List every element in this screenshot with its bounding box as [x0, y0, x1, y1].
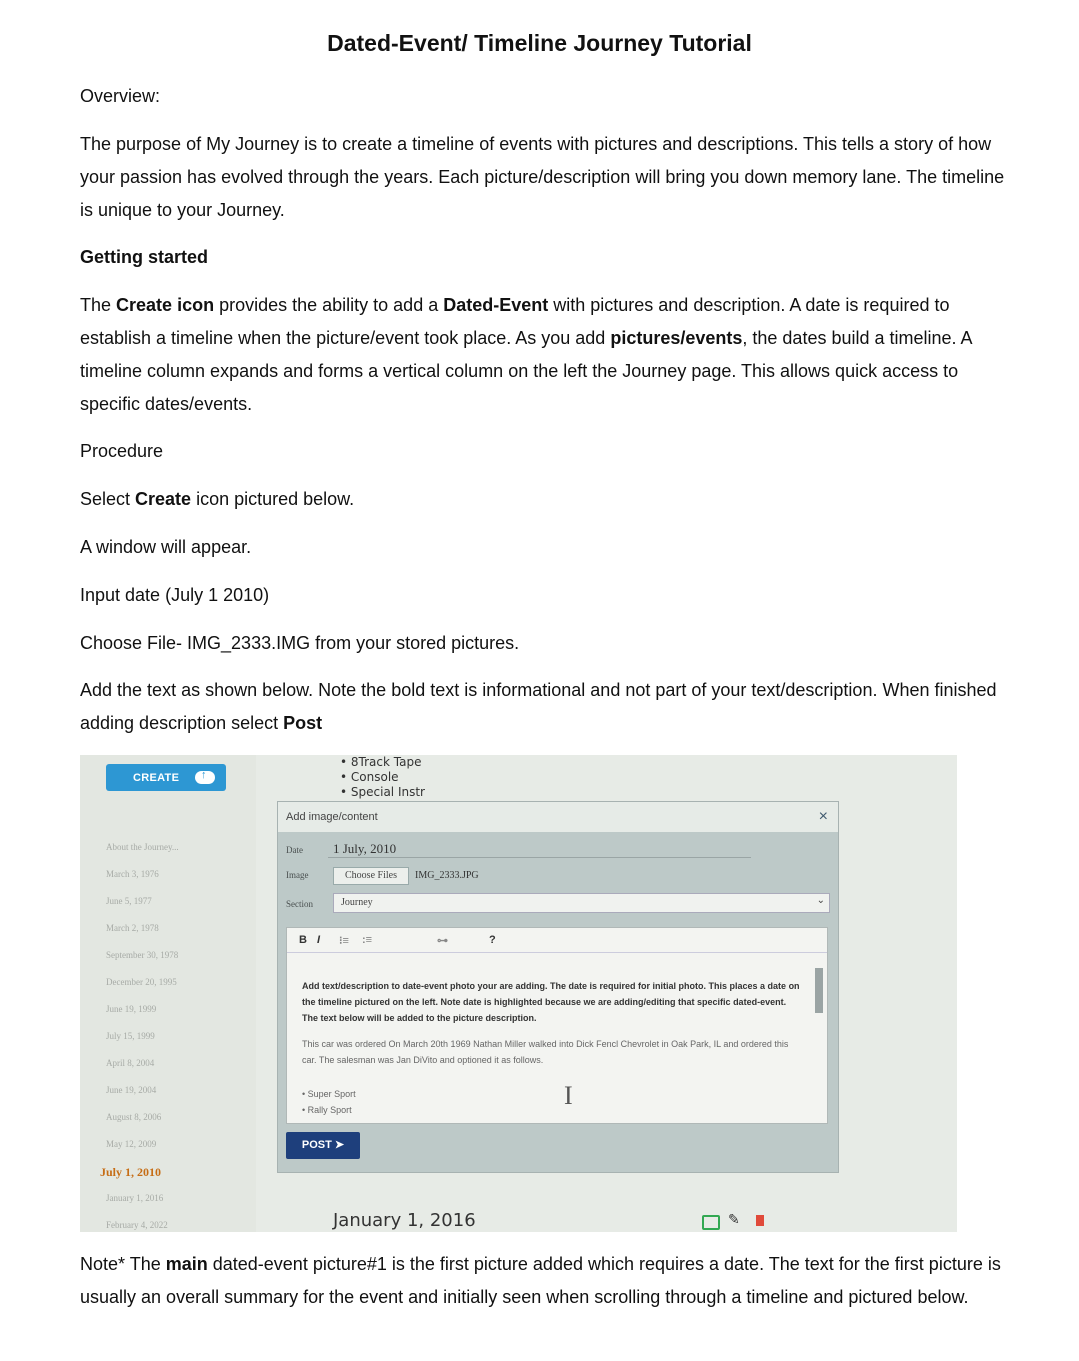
trash-icon[interactable]	[756, 1215, 764, 1226]
timeline-date[interactable]: August 8, 2006	[106, 1112, 162, 1122]
camera-icon[interactable]	[702, 1215, 720, 1230]
timeline-column	[80, 755, 256, 1232]
cloud-upload-icon	[195, 771, 215, 784]
section-label: Section	[286, 899, 313, 909]
timeline-date[interactable]: September 30, 1978	[106, 950, 179, 960]
timeline-date[interactable]: February 4, 2022	[106, 1220, 168, 1230]
modal-header	[278, 802, 838, 832]
choose-files-button[interactable]: Choose Files	[333, 867, 409, 885]
post-button[interactable]: POST ➤	[286, 1132, 360, 1159]
date-label: Date	[286, 845, 303, 855]
page-title: Dated-Event/ Timeline Journey Tutorial	[327, 30, 752, 56]
section-select[interactable]	[333, 893, 830, 913]
window-appear-step: A window will appear.	[80, 537, 252, 557]
modal-title: Add image/content	[286, 811, 378, 823]
editor-description-text: This car was ordered On March 20th 1969 Nathan Miller walked into Dick Fencl Chevrolet in Oak Park, IL and ordered this car. The salesman was Jan DiVito and optioned it as follows.	[302, 1039, 789, 1065]
link-button[interactable]: ⊶	[437, 935, 448, 947]
timeline-date[interactable]: May 12, 2009	[106, 1139, 157, 1149]
pencil-icon[interactable]: ✎	[728, 1211, 740, 1227]
chevron-down-icon: ⌄	[816, 895, 825, 906]
timeline-date[interactable]: January 1, 2016	[106, 1193, 164, 1203]
italic-button[interactable]: I	[317, 934, 321, 946]
choose-file-step: Choose File- IMG_2333.IMG from your stored pictures.	[80, 633, 520, 653]
getting-started-heading: Getting started	[80, 247, 209, 267]
image-label: Image	[286, 870, 309, 880]
editor-toolbar	[287, 928, 827, 953]
timeline-date[interactable]: April 8, 2004	[106, 1058, 155, 1068]
timeline-date[interactable]: About the Journey...	[106, 842, 179, 852]
create-button-label: CREATE	[133, 772, 180, 784]
editor-info-text: Add text/description to date-event photo your are adding. The date is required for initial photo. This places a date on the timeline pictured on the left. Note date is highlighted because we are adding/editing that specific dated-event. The text below will be added to the picture description.	[302, 981, 800, 1023]
create-button[interactable]	[106, 764, 226, 791]
list-item: • Console	[340, 770, 399, 784]
editor-scrollbar[interactable]	[815, 968, 823, 1013]
select-create-step: Select Create icon pictured below.	[80, 489, 355, 509]
create-paragraph: The Create icon provides the ability to add a Dated-Event with pictures and description. A date is required to establish a timeline when the picture/event took place. As you add pictures/events, the dates build a timeline. A timeline column expands and forms a vertical column on the left the Journey page. This allows quick access to specific dates/events.	[80, 295, 972, 414]
add-content-modal	[277, 801, 839, 1173]
numbered-list-button[interactable]: :≡	[362, 934, 373, 946]
input-date-step: Input date (July 1 2010)	[80, 585, 270, 605]
timeline-date[interactable]: December 20, 1995	[106, 977, 177, 987]
date-input[interactable]: 1 July, 2010	[333, 841, 397, 856]
entry-date-heading: January 1, 2016	[333, 1210, 476, 1231]
timeline-date[interactable]: June 19, 1999	[106, 1004, 157, 1014]
list-item: • Special Instr	[340, 785, 425, 799]
section-value: Journey	[341, 897, 373, 908]
bullet-list	[340, 755, 425, 800]
timeline-date[interactable]: June 5, 1977	[106, 896, 152, 906]
bullet-list-button[interactable]: ⁝≡	[339, 935, 349, 947]
timeline-date-selected[interactable]: July 1, 2010	[100, 1165, 162, 1179]
list-item: • Super Sport	[302, 1089, 356, 1099]
overview-heading: Overview:	[80, 86, 161, 106]
list-item: • Rally Sport	[302, 1105, 352, 1115]
timeline-date[interactable]: March 3, 1976	[106, 869, 159, 879]
timeline-date[interactable]: July 15, 1999	[106, 1031, 155, 1041]
journey-screenshot	[80, 755, 957, 1232]
note-paragraph: Note* The main dated-event picture#1 is the first picture added which requires a date. The text for the first picture is usually an overall summary for the event and initially seen when scrolling through a timeline and pictured below.	[80, 1254, 1001, 1307]
list-item: • 8Track Tape	[340, 755, 422, 769]
date-underline	[328, 857, 751, 858]
close-icon[interactable]: ×	[818, 808, 828, 825]
procedure-heading: Procedure	[80, 441, 164, 461]
file-name: IMG_2333.JPG	[415, 870, 479, 881]
description-editor[interactable]	[286, 927, 828, 1124]
add-text-step: Add the text as shown below. Note the bold text is informational and not part of your text/description. When finished adding description select Post	[80, 680, 997, 733]
editor-bullets	[302, 1086, 356, 1118]
timeline-date[interactable]: June 19, 2004	[106, 1085, 157, 1095]
help-button[interactable]: ?	[489, 934, 496, 946]
overview-text: The purpose of My Journey is to create a timeline of events with pictures and descriptions. This tells a story of how your passion has evolved through the years. Each picture/description will bring you down memory lane. The timeline is unique to your Journey.	[80, 134, 1005, 220]
bold-button[interactable]: B	[299, 934, 307, 946]
text-cursor-icon: I	[564, 1081, 573, 1110]
timeline-date[interactable]: March 2, 1978	[106, 923, 159, 933]
